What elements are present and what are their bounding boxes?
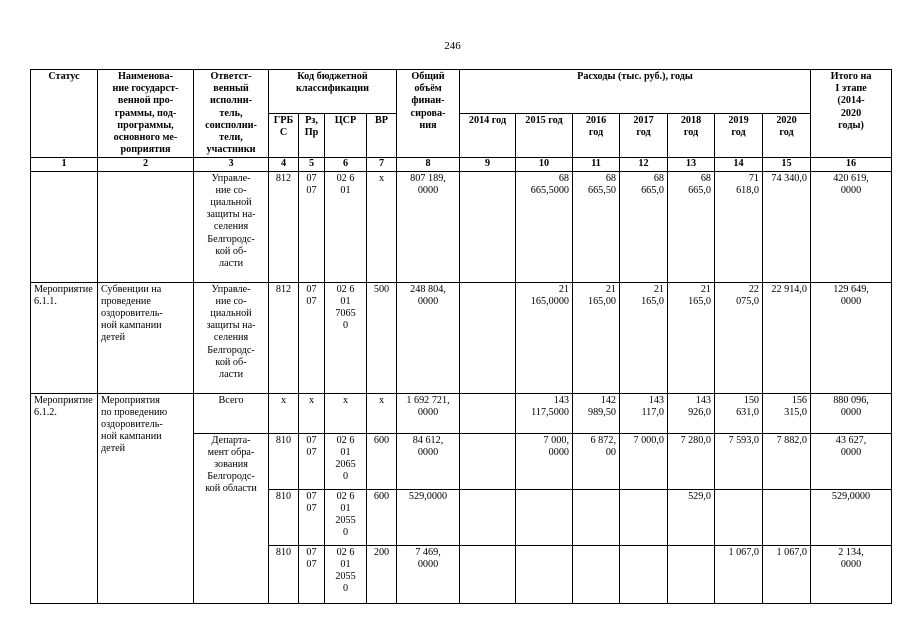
rzpr-cell: 07 07: [299, 545, 325, 603]
grbs-cell: х: [269, 393, 299, 433]
col-header-budget-code: Код бюджетной классификации: [269, 70, 397, 114]
col-header-status: Статус: [31, 70, 98, 158]
status-cell: [31, 171, 98, 282]
total-cell: 7 469, 0000: [397, 545, 460, 603]
year-2017-cell: [620, 545, 668, 603]
csr-cell: 02 6 01: [325, 171, 367, 282]
year-2016-cell: 142 989,50: [573, 393, 620, 433]
grbs-cell: 810: [269, 489, 299, 545]
total-cell: 529,0000: [397, 489, 460, 545]
column-number: 8: [397, 158, 460, 171]
year-2019-cell: 1 067,0: [715, 545, 763, 603]
csr-cell: х: [325, 393, 367, 433]
year-2014-cell: [460, 393, 516, 433]
responsible-cell: Управле- ние со- циальной защиты на- селения Белгородс- кой об- ласти: [194, 282, 269, 393]
year-2015-cell: [516, 489, 573, 545]
year-2020-cell: [763, 489, 811, 545]
col-header-2018: 2018 год: [668, 114, 715, 158]
year-2020-cell: 22 914,0: [763, 282, 811, 393]
name-cell: Мероприятия по проведению оздоровитель- ной кампании детей: [98, 393, 194, 603]
column-number: 13: [668, 158, 715, 171]
grbs-cell: 810: [269, 545, 299, 603]
name-cell: Субвенции на проведение оздоровитель- ной кампании детей: [98, 282, 194, 393]
column-number: 12: [620, 158, 668, 171]
stage-total-cell: 880 096, 0000: [811, 393, 892, 433]
col-header-2020: 2020 год: [763, 114, 811, 158]
col-header-2019: 2019 год: [715, 114, 763, 158]
year-2014-cell: [460, 545, 516, 603]
rzpr-cell: 07 07: [299, 282, 325, 393]
budget-table: [30, 69, 892, 604]
column-number: 2: [98, 158, 194, 171]
table-row: [31, 393, 892, 433]
col-header-vr: ВР: [367, 114, 397, 158]
table-row: [31, 171, 892, 282]
csr-cell: 02 6 01 2055 0: [325, 489, 367, 545]
year-2020-cell: 156 315,0: [763, 393, 811, 433]
year-2018-cell: 68 665,0: [668, 171, 715, 282]
year-2018-cell: 21 165,0: [668, 282, 715, 393]
vr-cell: х: [367, 393, 397, 433]
year-2017-cell: [620, 489, 668, 545]
col-header-expenses: Расходы (тыс. руб.), годы: [460, 70, 811, 114]
vr-cell: 600: [367, 489, 397, 545]
grbs-cell: 812: [269, 282, 299, 393]
page-number: 246: [444, 40, 461, 52]
grbs-cell: 810: [269, 433, 299, 489]
year-2015-cell: 143 117,5000: [516, 393, 573, 433]
col-header-rzpr: Рз, Пр: [299, 114, 325, 158]
column-number: 7: [367, 158, 397, 171]
col-header-2017: 2017 год: [620, 114, 668, 158]
column-number: 6: [325, 158, 367, 171]
column-number: 11: [573, 158, 620, 171]
responsible-cell: Департа- мент обра- зования Белгородс- кой области: [194, 433, 269, 603]
total-cell: 84 612, 0000: [397, 433, 460, 489]
year-2017-cell: 68 665,0: [620, 171, 668, 282]
year-2020-cell: 1 067,0: [763, 545, 811, 603]
year-2016-cell: 21 165,00: [573, 282, 620, 393]
year-2014-cell: [460, 489, 516, 545]
vr-cell: 600: [367, 433, 397, 489]
table-header: [31, 70, 892, 158]
column-number: 9: [460, 158, 516, 171]
column-number: 15: [763, 158, 811, 171]
rzpr-cell: 07 07: [299, 171, 325, 282]
total-cell: 1 692 721, 0000: [397, 393, 460, 433]
year-2015-cell: 68 665,5000: [516, 171, 573, 282]
year-2018-cell: 7 280,0: [668, 433, 715, 489]
year-2020-cell: 7 882,0: [763, 433, 811, 489]
year-2015-cell: 7 000, 0000: [516, 433, 573, 489]
year-2017-cell: 143 117,0: [620, 393, 668, 433]
year-2016-cell: 6 872, 00: [573, 433, 620, 489]
name-cell: [98, 171, 194, 282]
rzpr-cell: 07 07: [299, 433, 325, 489]
year-2019-cell: [715, 489, 763, 545]
col-header-2014: 2014 год: [460, 114, 516, 158]
column-number: 1: [31, 158, 98, 171]
column-number: 10: [516, 158, 573, 171]
stage-total-cell: 2 134, 0000: [811, 545, 892, 603]
status-cell: Мероприятие 6.1.1.: [31, 282, 98, 393]
year-2019-cell: 22 075,0: [715, 282, 763, 393]
year-2017-cell: 7 000,0: [620, 433, 668, 489]
stage-total-cell: 43 627, 0000: [811, 433, 892, 489]
csr-cell: 02 6 01 7065 0: [325, 282, 367, 393]
col-header-grbs: ГРБ С: [269, 114, 299, 158]
stage-total-cell: 529,0000: [811, 489, 892, 545]
year-2014-cell: [460, 282, 516, 393]
year-2018-cell: 143 926,0: [668, 393, 715, 433]
column-number-row: [31, 158, 892, 171]
year-2016-cell: 68 665,50: [573, 171, 620, 282]
status-cell: Мероприятие 6.1.2.: [31, 393, 98, 603]
col-header-csr: ЦСР: [325, 114, 367, 158]
column-number: 4: [269, 158, 299, 171]
rzpr-cell: 07 07: [299, 489, 325, 545]
stage-total-cell: 420 619, 0000: [811, 171, 892, 282]
stage-total-cell: 129 649, 0000: [811, 282, 892, 393]
column-number: 16: [811, 158, 892, 171]
year-2016-cell: [573, 489, 620, 545]
column-number: 14: [715, 158, 763, 171]
col-header-2015: 2015 год: [516, 114, 573, 158]
year-2014-cell: [460, 171, 516, 282]
year-2014-cell: [460, 433, 516, 489]
col-header-name: Наименова- ние государст- венной про- граммы, под- программы, основного ме- роприятия: [98, 70, 194, 158]
year-2016-cell: [573, 545, 620, 603]
csr-cell: 02 6 01 2065 0: [325, 433, 367, 489]
col-header-stage-total: Итого на I этапе (2014- 2020 годы): [811, 70, 892, 158]
column-number: 5: [299, 158, 325, 171]
year-2015-cell: 21 165,0000: [516, 282, 573, 393]
total-cell: 807 189, 0000: [397, 171, 460, 282]
total-cell: 248 804, 0000: [397, 282, 460, 393]
vr-cell: 200: [367, 545, 397, 603]
year-2017-cell: 21 165,0: [620, 282, 668, 393]
year-2019-cell: 7 593,0: [715, 433, 763, 489]
rzpr-cell: х: [299, 393, 325, 433]
col-header-total-volume: Общий объём финан- сирова- ния: [397, 70, 460, 158]
vr-cell: х: [367, 171, 397, 282]
grbs-cell: 812: [269, 171, 299, 282]
vr-cell: 500: [367, 282, 397, 393]
year-2019-cell: 150 631,0: [715, 393, 763, 433]
year-2018-cell: 529,0: [668, 489, 715, 545]
col-header-2016: 2016 год: [573, 114, 620, 158]
csr-cell: 02 6 01 2055 0: [325, 545, 367, 603]
year-2019-cell: 71 618,0: [715, 171, 763, 282]
column-number: 3: [194, 158, 269, 171]
col-header-responsible: Ответст- венный исполни- тель, соисполни- тели, участники: [194, 70, 269, 158]
year-2018-cell: [668, 545, 715, 603]
responsible-cell: Всего: [194, 393, 269, 433]
table-row: [31, 282, 892, 393]
year-2020-cell: 74 340,0: [763, 171, 811, 282]
year-2015-cell: [516, 545, 573, 603]
responsible-cell: Управле- ние со- циальной защиты на- селения Белгородс- кой об- ласти: [194, 171, 269, 282]
